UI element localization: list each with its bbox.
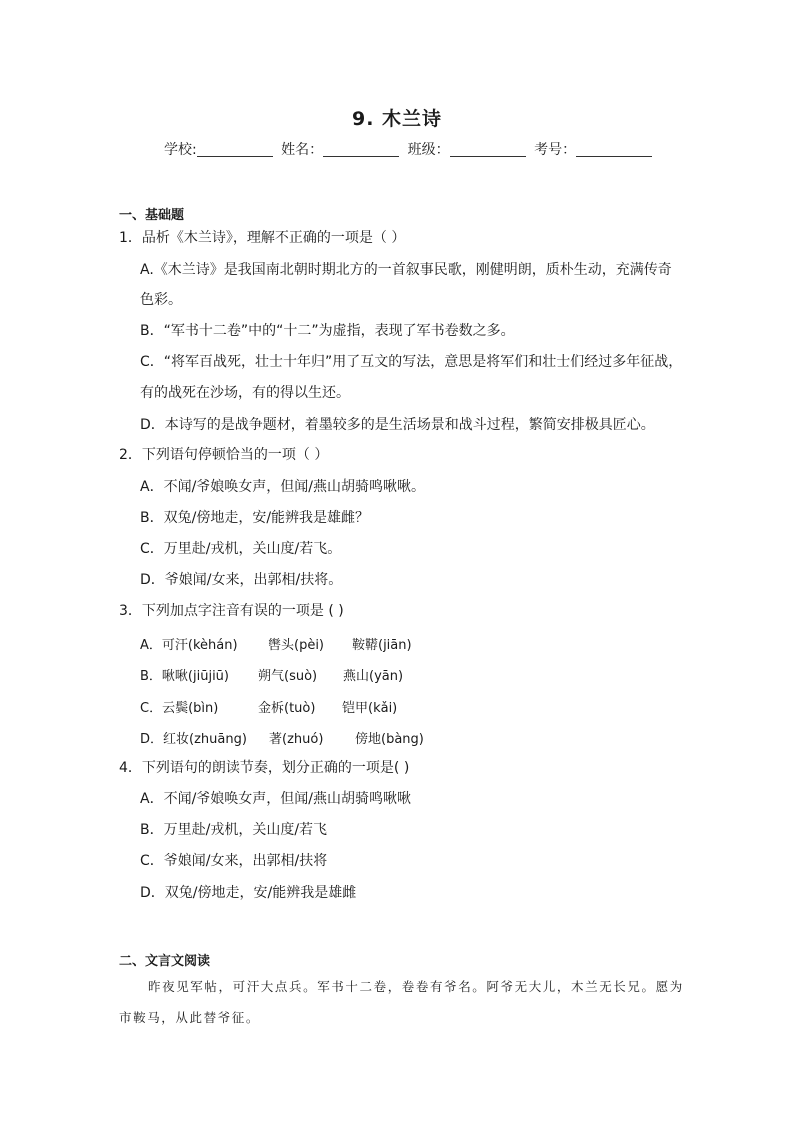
document-title: 9. 木兰诗 [351, 108, 443, 130]
question-3-option-b-item-3: 燕山(yān) [343, 669, 404, 684]
question-2-option-a: A．不闻/爷娘唤女声，但闻/燕山胡骑鸣啾啾。 [140, 479, 426, 495]
question-3-option-a-item-3: 鞍鞯(jiān) [352, 638, 412, 653]
question-4-option-c: C．爷娘闻/女来，出郭相/扶将 [140, 853, 328, 869]
class-label: 班级： [407, 142, 450, 158]
question-3-option-d-item-1: D．红妆(zhuāng) [140, 732, 247, 747]
question-3-option-a-item-2: 辔头(pèi) [268, 638, 325, 653]
question-3-stem: 3．下列加点字注音有误的一项是 ( ) [119, 603, 344, 619]
question-3-option-d-item-2: 著(zhuó) [269, 732, 324, 747]
question-1-stem: 1．品析《木兰诗》，理解不正确的一项是（ ） [119, 230, 406, 246]
question-4-stem: 4．下列语句的朗读节奏，划分正确的一项是( ) [119, 760, 410, 776]
question-2-option-d: D．爷娘闻/女来，出郭相/扶将。 [140, 572, 343, 588]
question-3-option-b-item-1: B．啾啾(jiūjiū) [140, 669, 229, 684]
question-2-stem: 2．下列语句停顿恰当的一项（ ） [119, 447, 329, 463]
question-4-option-d: D．双兔/傍地走，安/能辨我是雄雌 [140, 885, 357, 901]
question-1-option-b: B．“军书十二卷”中的“十二”为虚指，表现了军书卷数之多。 [140, 323, 515, 339]
question-3-option-c-item-1: C．云鬓(bìn) [140, 701, 219, 716]
question-4-option-a: A．不闻/爷娘唤女声，但闻/燕山胡骑鸣啾啾 [140, 791, 412, 807]
school-blank [197, 142, 273, 157]
question-2-option-b: B．双兔/傍地走，安/能辨我是雄雌？ [140, 510, 370, 526]
question-1-option-a-cont: 色彩。 [140, 292, 182, 308]
class-blank [450, 142, 526, 157]
question-3-option-c-item-2: 金柝(tuò) [258, 701, 316, 716]
passage-line-2: 市鞍马，从此替爷征。 [119, 1010, 261, 1025]
section-heading-basic: 一、基础题 [119, 208, 185, 223]
question-3-option-d-item-3: 傍地(bàng) [355, 732, 424, 747]
name-blank [323, 142, 399, 157]
question-1-option-d: D．本诗写的是战争题材，着墨较多的是生活场景和战斗过程，繁简安排极具匠心。 [140, 417, 655, 433]
name-label: 姓名： [281, 142, 324, 158]
question-1-option-a: A.《木兰诗》是我国南北朝时期北方的一首叙事民歌，刚健明朗，质朴生动，充满传奇 [140, 262, 672, 278]
question-3-option-b-item-2: 朔气(suò) [258, 669, 318, 684]
number-label: 考号： [534, 142, 577, 158]
question-2-option-c: C．万里赴/戎机，关山度/若飞。 [140, 541, 342, 557]
school-label: 学校: [164, 142, 197, 158]
question-3-option-a-item-1: A．可汗(kèhán) [140, 638, 238, 653]
question-1-option-c: C．“将军百战死，壮士十年归”用了互文的写法，意思是将军们和壮士们经过多年征战， [140, 354, 683, 370]
question-3-option-c-item-3: 铠甲(kǎi) [342, 701, 398, 716]
question-1-option-c-cont: 有的战死在沙场，有的得以生还。 [140, 385, 350, 401]
passage-line-1: 昨夜见军帖，可汗大点兵。军书十二卷，卷卷有爷名。阿爷无大儿，木兰无长兄。愿为 [148, 979, 684, 994]
student-info-line [164, 139, 656, 159]
section-heading-classical-reading: 二、文言文阅读 [119, 954, 211, 969]
number-blank [576, 142, 652, 157]
question-4-option-b: B．万里赴/戎机，关山度/若飞 [140, 822, 328, 838]
